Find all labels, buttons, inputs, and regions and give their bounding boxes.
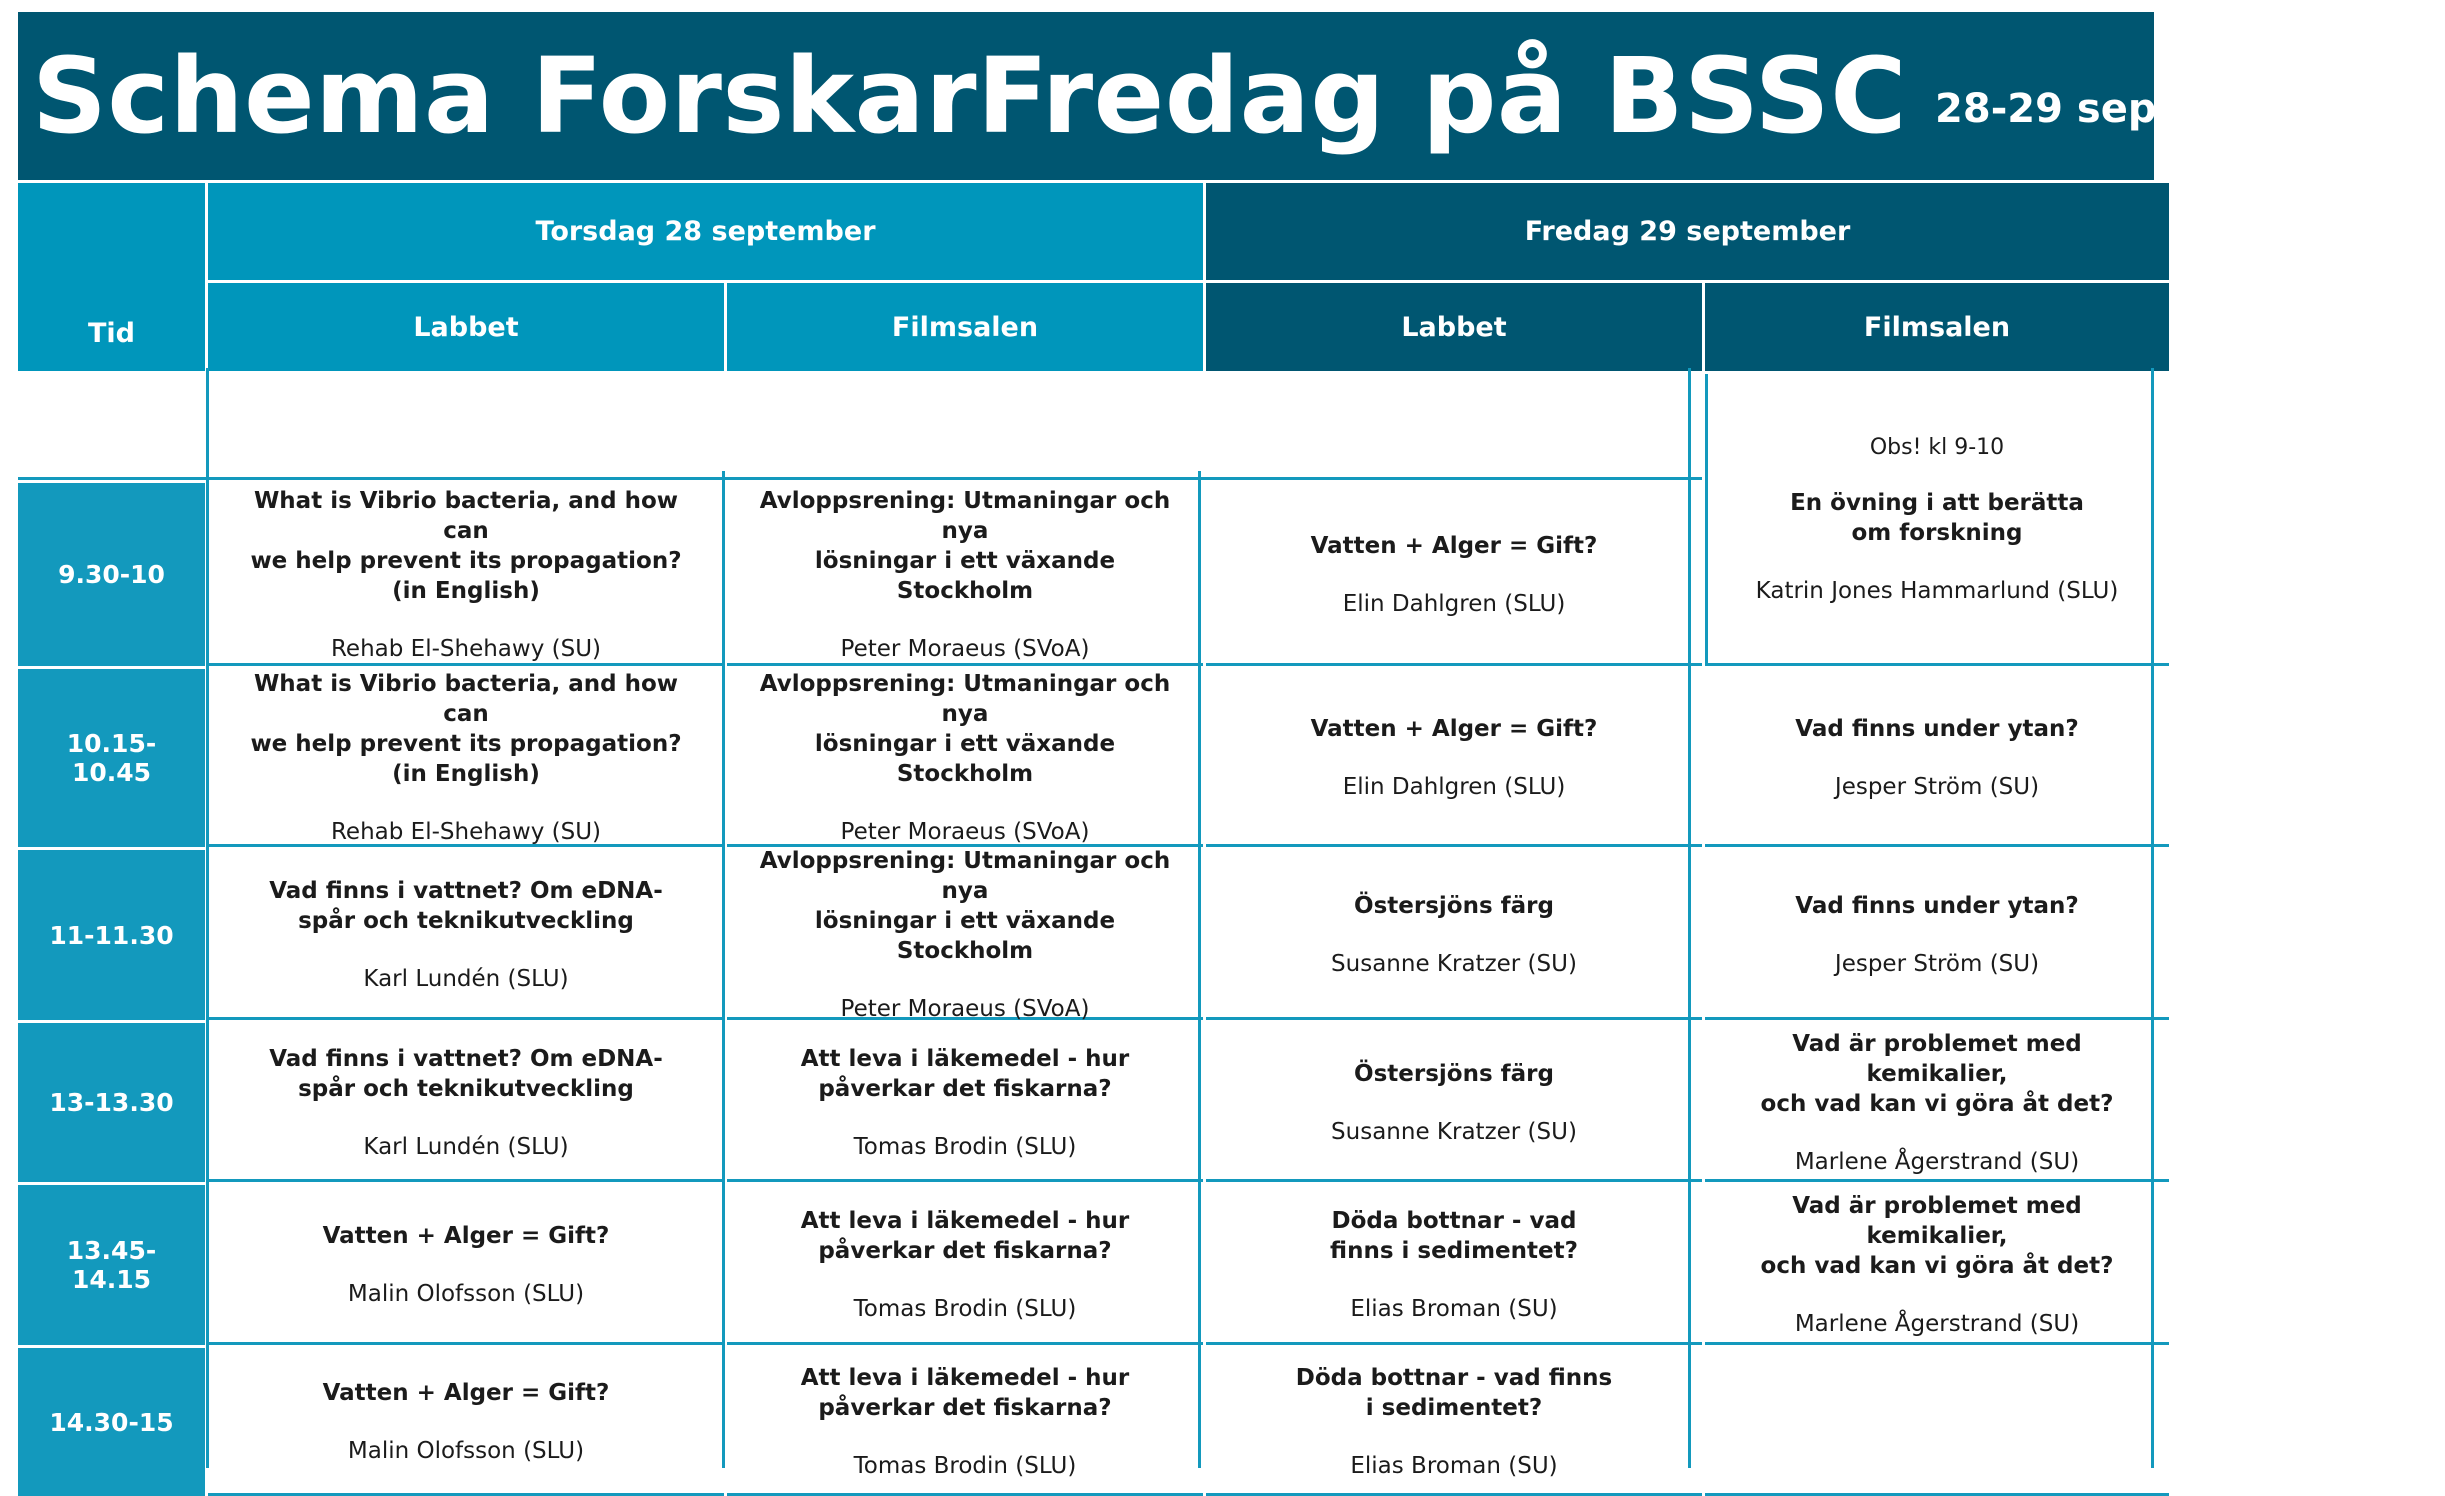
room-label: Labbet xyxy=(1401,311,1507,343)
empty-row xyxy=(18,374,1702,480)
header-fri-filmsalen xyxy=(1705,283,2169,371)
session-speaker: Tomas Brodin (SLU) xyxy=(853,1296,1077,1322)
session-title: Östersjöns färg xyxy=(1354,893,1554,919)
time-slot xyxy=(18,1348,205,1496)
session-speaker: Elias Broman (SU) xyxy=(1350,1296,1558,1322)
session-speaker: Jesper Ström (SU) xyxy=(1834,774,2040,800)
session-cell xyxy=(727,850,1203,1020)
session-title: Att leva i läkemedel - hur påverkar det fiskarna? xyxy=(800,1208,1130,1264)
session-title: Att leva i läkemedel - hur påverkar det fiskarna? xyxy=(800,1365,1130,1421)
session-title: Vatten + Alger = Gift? xyxy=(322,1380,610,1406)
header-thursday xyxy=(208,183,1203,280)
header-fri-labbet xyxy=(1206,283,1702,371)
session-speaker: Susanne Kratzer (SU) xyxy=(1331,1118,1577,1145)
session-title: Vad finns under ytan? xyxy=(1795,893,2079,919)
session-title: Avloppsrening: Utmaningar och nya lösningar i ett växande Stockholm xyxy=(759,671,1171,787)
session-cell xyxy=(208,1348,724,1496)
page-title: Schema ForskarFredag på BSSC xyxy=(32,35,1908,157)
session-speaker: Elin Dahlgren (SLU) xyxy=(1342,590,1566,617)
time-label: 10.15-10.45 xyxy=(66,729,157,787)
time-slot xyxy=(18,669,205,847)
session-title: Östersjöns färg xyxy=(1354,1060,1554,1087)
session-speaker: Rehab El-Shehawy (SU) xyxy=(330,819,601,845)
session-cell xyxy=(1705,1185,2169,1345)
column-divider xyxy=(722,471,725,1468)
session-title: Vatten + Alger = Gift? xyxy=(1310,532,1598,559)
session-title: Avloppsrening: Utmaningar och nya lösningar i ett växande Stockholm xyxy=(759,487,1171,604)
column-divider xyxy=(206,368,209,1468)
session-speaker: Rehab El-Shehawy (SU) xyxy=(330,635,601,662)
column-divider xyxy=(2151,368,2154,1468)
session-speaker: Tomas Brodin (SLU) xyxy=(853,1133,1077,1160)
session-speaker: Malin Olofsson (SLU) xyxy=(347,1281,585,1307)
special-session xyxy=(1705,374,2169,666)
time-label: 11-11.30 xyxy=(49,920,174,950)
session-cell xyxy=(727,1023,1203,1182)
session-speaker: Malin Olofsson (SLU) xyxy=(347,1438,585,1464)
time-slot xyxy=(18,1185,205,1345)
session-cell xyxy=(1206,669,1702,847)
time-label: 13.45-14.15 xyxy=(66,1236,157,1294)
session-speaker: Tomas Brodin (SLU) xyxy=(853,1453,1077,1479)
column-divider xyxy=(1688,368,1691,1468)
schedule-table xyxy=(18,183,2154,1479)
session-speaker: Karl Lundén (SLU) xyxy=(363,966,569,992)
session-speaker: Elias Broman (SU) xyxy=(1350,1453,1558,1479)
event-dates: 28-29 september 2023 xyxy=(1935,86,2445,132)
session-title: Vad finns under ytan? xyxy=(1795,716,2079,742)
session-cell xyxy=(208,483,724,666)
room-label: Labbet xyxy=(413,311,519,343)
session-cell xyxy=(1206,483,1702,666)
session-title: Vatten + Alger = Gift? xyxy=(322,1223,610,1249)
session-title: Vatten + Alger = Gift? xyxy=(1310,716,1598,742)
session-title: What is Vibrio bacteria, and how can we help prevent its propagation? (in English) xyxy=(250,487,682,604)
session-speaker: Peter Moraeus (SVoA) xyxy=(840,635,1090,662)
session-speaker: Marlene Ågerstrand (SU) xyxy=(1794,1311,2080,1337)
session-title: Vad är problemet med kemikalier, och vad kan vi göra åt det? xyxy=(1760,1030,2114,1117)
session-title: En övning i att berätta om forskning xyxy=(1790,489,2084,546)
header-thu-labbet xyxy=(208,283,724,371)
session-speaker: Peter Moraeus (SVoA) xyxy=(840,819,1090,845)
time-slot xyxy=(18,850,205,1020)
time-label: 13-13.30 xyxy=(49,1088,174,1117)
special-note: Obs! kl 9-10 xyxy=(1869,434,2005,460)
time-slot xyxy=(18,1023,205,1182)
session-speaker: Marlene Ågerstrand (SU) xyxy=(1794,1148,2080,1175)
session-title: Döda bottnar - vad finns i sedimentet? xyxy=(1330,1208,1578,1264)
header-thu-filmsalen xyxy=(727,283,1203,371)
session-speaker: Elin Dahlgren (SLU) xyxy=(1342,774,1566,800)
friday-label: Fredag 29 september xyxy=(1524,216,1851,247)
time-label: 9.30-10 xyxy=(58,560,165,589)
session-title: What is Vibrio bacteria, and how can we help prevent its propagation? (in English) xyxy=(250,671,682,787)
session-speaker: Peter Moraeus (SVoA) xyxy=(840,996,1090,1022)
session-cell xyxy=(727,1185,1203,1345)
column-divider xyxy=(1198,471,1201,1468)
session-title: Döda bottnar - vad finns i sedimentet? xyxy=(1295,1365,1613,1421)
room-label: Filmsalen xyxy=(891,311,1039,343)
session-cell xyxy=(1206,850,1702,1020)
header-friday xyxy=(1206,183,2169,280)
session-title: Vad finns i vattnet? Om eDNA- spår och teknikutveckling xyxy=(269,1045,663,1102)
session-cell xyxy=(1705,1023,2169,1182)
session-cell xyxy=(208,1023,724,1182)
time-label: 14.30-15 xyxy=(49,1407,174,1437)
session-speaker: Susanne Kratzer (SU) xyxy=(1331,951,1577,977)
time-header-label: Tid xyxy=(88,318,135,349)
session-cell xyxy=(208,850,724,1020)
session-cell xyxy=(727,669,1203,847)
empty-session-cell xyxy=(1705,1348,2169,1496)
session-cell xyxy=(1206,1348,1702,1496)
session-speaker: Jesper Ström (SU) xyxy=(1834,951,2040,977)
session-speaker: Karl Lundén (SLU) xyxy=(363,1133,569,1160)
room-label: Filmsalen xyxy=(1863,311,2011,343)
session-cell xyxy=(208,1185,724,1345)
page-header xyxy=(18,12,2445,180)
header-time xyxy=(18,183,205,371)
session-cell xyxy=(1705,669,2169,847)
session-cell xyxy=(1705,850,2169,1020)
session-title: Att leva i läkemedel - hur påverkar det fiskarna? xyxy=(800,1045,1130,1102)
time-slot xyxy=(18,483,205,666)
thursday-label: Torsdag 28 september xyxy=(535,216,876,247)
session-cell xyxy=(1206,1023,1702,1182)
session-title: Avloppsrening: Utmaningar och nya lösningar i ett växande Stockholm xyxy=(759,848,1171,964)
session-cell xyxy=(727,1348,1203,1496)
session-title: Vad är problemet med kemikalier, och vad kan vi göra åt det? xyxy=(1760,1193,2114,1279)
session-cell xyxy=(208,669,724,847)
session-cell xyxy=(727,483,1203,666)
session-title: Vad finns i vattnet? Om eDNA- spår och teknikutveckling xyxy=(269,878,663,934)
session-speaker: Katrin Jones Hammarlund (SLU) xyxy=(1755,577,2119,604)
session-cell xyxy=(1206,1185,1702,1345)
